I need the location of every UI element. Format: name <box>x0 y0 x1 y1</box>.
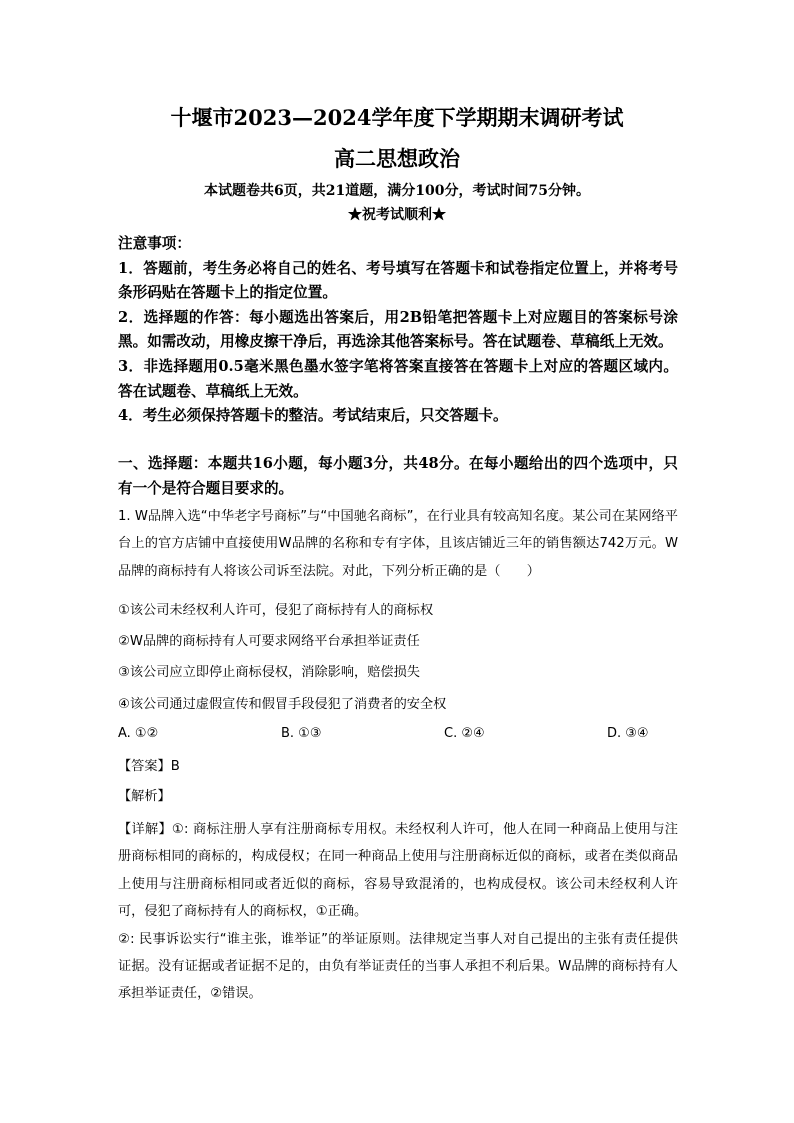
analysis-label: 【解析】 <box>118 789 171 804</box>
question-option: ④该公司通过虚假宣传和假冒手段侵犯了消费者的安全权 <box>118 696 447 712</box>
analysis-paragraph: ②: 民事诉讼实行“谁主张，谁举证”的举证原则。法律规定当事人对自己提出的主张有责任提供证据。没有证据或者证据不足的，由负有举证责任的当事人承担不利后果。W品牌的商标持有人承担举证责任，②错误。 <box>118 931 678 1002</box>
notes-item: 4．考生必须保持答题卡的整洁。考试结束后，只交答题卡。 <box>118 407 508 425</box>
answer-choices <box>118 722 678 746</box>
analysis-paragraph: 【详解】①: 商标注册人享有注册商标专用权。未经权利人许可，他人在同一种商品上使用与注册商标相同的商标的，构成侵权；在同一种商品上使用与注册商标近似的商标，或者在类似商品上使用与注册商标相同或者近似的商标，容易导致混淆的，也构成侵权。该公司未经权利人许可，侵犯了商标持有人的商标权，①正确。 <box>118 822 678 920</box>
exam-wish: ★祝考试顺利★ <box>348 207 446 223</box>
question-option: ③该公司应立即停止商标侵权，消除影响，赔偿损失 <box>118 665 420 681</box>
notes-item: 1．答题前，考生务必将自己的姓名、考号填写在答题卡和试卷指定位置上，并将考号条形码贴在答题卡上的指定位置。 <box>118 259 678 302</box>
notes-item: 2．选择题的作答：每小题选出答案后，用2B铅笔把答题卡上对应题目的答案标号涂黑。如需改动，用橡皮擦干净后，再选涂其他答案标号。答在试题卷、草稿纸上无效。 <box>118 308 678 351</box>
exam-subject: 高二思想政治 <box>334 146 460 171</box>
question-stem-block <box>118 503 678 585</box>
choice-b: B. ①③ <box>281 726 322 741</box>
answer-label: 【答案】B <box>118 759 180 774</box>
notes-block <box>118 232 678 429</box>
exam-info: 本试题卷共6页，共21道题，满分100分，考试时间75分钟。 <box>204 183 590 199</box>
section-heading: 一、选择题：本题共16小题，每小题3分，共48分。在每小题给出的四个选项中，只有一个是符合题目要求的。 <box>118 455 678 497</box>
choice-a: A. ①② <box>118 726 159 741</box>
notes-item: 3．非选择题用0.5毫米黑色墨水签字笔将答案直接答在答题卡上对应的答题区域内。答在试题卷、草稿纸上无效。 <box>118 357 678 400</box>
notes-heading: 注意事项： <box>118 235 191 252</box>
question-option: ①该公司未经权利人许可，侵犯了商标持有人的商标权 <box>118 603 434 618</box>
question-options <box>118 595 678 720</box>
section-heading-block <box>118 452 678 501</box>
answer-block <box>118 752 678 812</box>
analysis-detail <box>118 816 678 1008</box>
exam-title: 十堰市2023—2024学年度下学期期末调研考试 <box>170 105 624 130</box>
choice-c: C. ②④ <box>444 726 485 741</box>
question-option: ②W品牌的商标持有人可要求网络平台承担举证责任 <box>118 634 420 650</box>
choice-d: D. ③④ <box>607 726 649 741</box>
question-stem: 1. W品牌入选“中华老字号商标”与“中国驰名商标”，在行业具有较高知名度。某公司在某网络平台上的官方店铺中直接使用W品牌的名称和专有字体，且该店铺近三年的销售额达742万元。W品牌的商标持有人将该公司诉至法院。对此，下列分析正确的是（ ） <box>118 509 678 579</box>
